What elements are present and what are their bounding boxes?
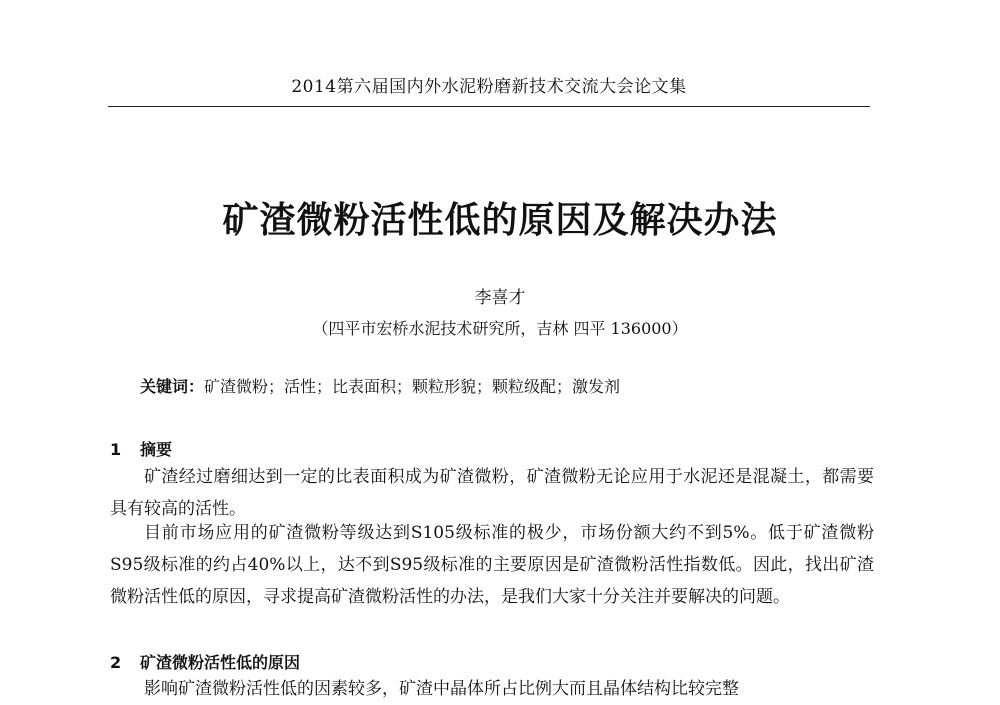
paragraph: 影响矿渣微粉活性低的因素较多，矿渣中晶体所占比例大而且晶体结构比较完整 bbox=[144, 679, 739, 699]
keywords-label: 关键词： bbox=[140, 377, 205, 396]
keywords-list: 矿渣微粉；活性；比表面积；颗粒形貌；颗粒级配；激发剂 bbox=[204, 377, 621, 396]
paragraph: 目前市场应用的矿渣微粉等级达到S105级标准的极少，市场份额大约不到5%。低于矿渣微粉S95级标准的约占40%以上，达不到S95级标准的主要原因是矿渣微粉活性指数低。因此，找出矿渣微粉活性低的原因，寻求提高矿渣微粉活性的办法，是我们大家十分关注并要解决的问题。 bbox=[110, 523, 874, 607]
section-number: 2 bbox=[110, 653, 122, 672]
header-rule bbox=[108, 106, 870, 107]
keywords bbox=[140, 374, 620, 397]
author: 李喜才 bbox=[474, 288, 526, 308]
section-title: 矿渣微粉活性低的原因 bbox=[140, 653, 301, 672]
section-heading-1 bbox=[110, 437, 172, 460]
paragraph: 矿渣经过磨细达到一定的比表面积成为矿渣微粉，矿渣微粉无论应用于水泥还是混凝土，都需要具有较高的活性。 bbox=[110, 467, 874, 519]
section-heading-2 bbox=[110, 650, 300, 673]
paper-title: 矿渣微粉活性低的原因及解决办法 bbox=[222, 200, 778, 241]
section-number: 1 bbox=[110, 440, 122, 459]
running-header: 2014第六届国内外水泥粉磨新技术交流大会论文集 bbox=[291, 77, 687, 97]
affiliation: （四平市宏桥水泥技术研究所，吉林 四平 136000） bbox=[312, 319, 688, 338]
section-title: 摘要 bbox=[140, 440, 173, 459]
